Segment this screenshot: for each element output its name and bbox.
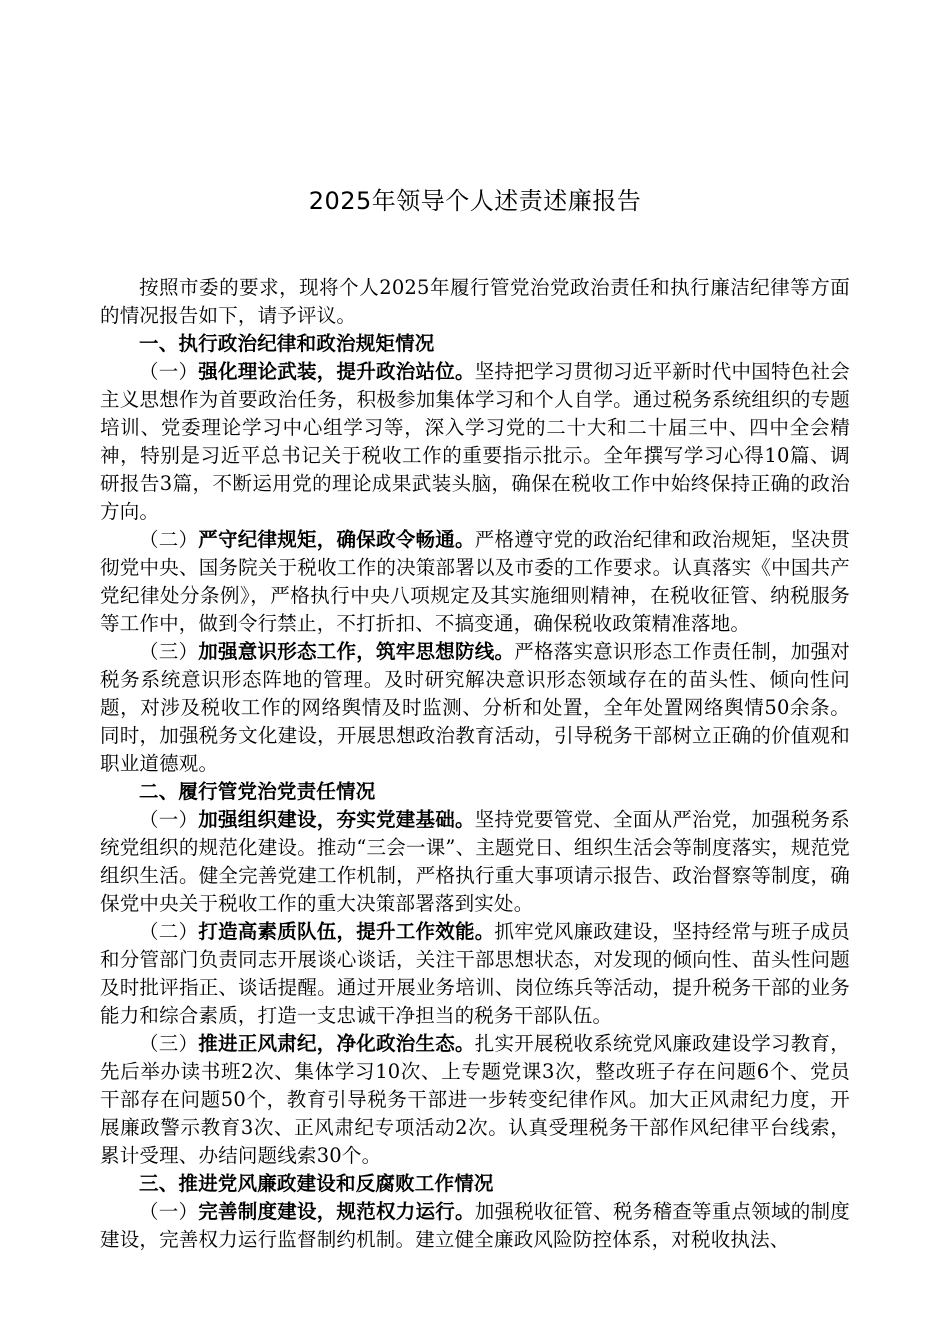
subsection-paragraph [100,806,850,918]
intro-paragraph: 按照市委的要求，现将个人2025年履行管党治党政治责任和执行廉洁纪律等方面的情况报告如下，请予评议。 [100,276,850,327]
document-body [100,0,850,1254]
subsection-body: 扎实开展税收系统党风廉政建设学习教育，先后举办读书班2次、集体学习10次、上专题党课3次，整改班子存在问题6个、党员干部存在问题50个，教育引导税务干部进一步转变纪律作风。加大正风肃纪力度，开展廉政警示教育3次、正风肃纪专项活动2次。认真受理税务干部作风纪律平台线索，累计受理、办结问题线索30个。 [100,1032,850,1167]
subsection-label: （三） [139,640,199,663]
page-title: 2025年领导个人述责述廉报告 [308,187,642,215]
subsection-title: 严守纪律规矩，确保政令畅通。 [198,528,475,551]
subsection-title: 加强组织建设，夯实党建基础。 [198,808,475,831]
subsection-paragraph [100,1030,850,1170]
subsection-label: （一） [139,808,199,831]
subsection-body: 严格落实意识形态工作责任制，加强对税务系统意识形态阵地的管理。及时研究解决意识形态领域存在的苗头性、倾向性问题，对涉及税收工作的网络舆情及时监测、分析和处置，全年处置网络舆情50余条。同时，加强税务文化建设，开展思想政治教育活动，引导税务干部树立正确的价值观和职业道德观。 [100,640,850,775]
subsection-label: （一） [139,360,199,383]
subsection-label: （二） [139,528,199,551]
subsection-paragraph [100,358,850,526]
subsection-title: 加强意识形态工作，筑牢思想防线。 [198,640,515,663]
subsection-label: （三） [139,1032,199,1055]
section-heading-2: 二、履行管党治党责任情况 [139,780,376,803]
subsection-paragraph [100,918,850,1030]
subsection-label: （二） [139,920,199,943]
subsection-body: 坚持党要管党、全面从严治党，加强税务系统党组织的规范化建设。推动“三会一课”、主题党日、组织生活会等制度落实，规范党组织生活。健全完善党建工作机制，严格执行重大事项请示报告、政治督察等制度，确保党中央关于税收工作的重大决策部署落到实处。 [100,808,850,915]
subsection-body: 严格遵守党的政治纪律和政治规矩，坚决贯彻党中央、国务院关于税收工作的决策部署以及市委的工作要求。认真落实《中国共产党纪律处分条例》，严格执行中央八项规定及其实施细则精神，在税收征管、纳税服务等工作中，做到令行禁止，不打折扣、不搞变通，确保税收政策精准落地。 [100,528,850,635]
section-heading-3: 三、推进党风廉政建设和反腐败工作情况 [139,1172,494,1195]
subsection-title: 强化理论武装，提升政治站位。 [198,360,475,383]
subsection-title: 打造高素质队伍，提升工作效能。 [198,920,495,943]
title-spacer [100,216,850,274]
subsection-label: （一） [139,1200,199,1223]
subsection-paragraph [100,526,850,638]
subsection-title: 推进正风肃纪，净化政治生态。 [198,1032,475,1055]
subsection-title: 完善制度建设，规范权力运行。 [198,1200,475,1223]
subsection-paragraph [100,638,850,778]
subsection-body: 坚持把学习贯彻习近平新时代中国特色社会主义思想作为首要政治任务，积极参加集体学习和个人自学。通过税务系统组织的专题培训、党委理论学习中心组学习等，深入学习党的二十大和二十届三中、四中全会精神，特别是习近平总书记关于税收工作的重要指示批示。全年撰写学习心得10篇、调研报告3篇，不断运用党的理论成果武装头脑，确保在税收工作中始终保持正确的政治方向。 [100,360,850,523]
subsection-paragraph [100,1198,850,1254]
subsection-body: 抓牢党风廉政建设，坚持经常与班子成员和分管部门负责同志开展谈心谈话，关注干部思想状态，对发现的倾向性、苗头性问题及时批评指正、谈话提醒。通过开展业务培训、岗位练兵等活动，提升税务干部的业务能力和综合素质，打造一支忠诚干净担当的税务干部队伍。 [100,920,850,1027]
subsection-body: 加强税收征管、税务稽查等重点领域的制度建设，完善权力运行监督制约机制。建立健全廉政风险防控体系，对税收执法、 [100,1200,850,1251]
section-heading-1: 一、执行政治纪律和政治规矩情况 [139,332,435,355]
